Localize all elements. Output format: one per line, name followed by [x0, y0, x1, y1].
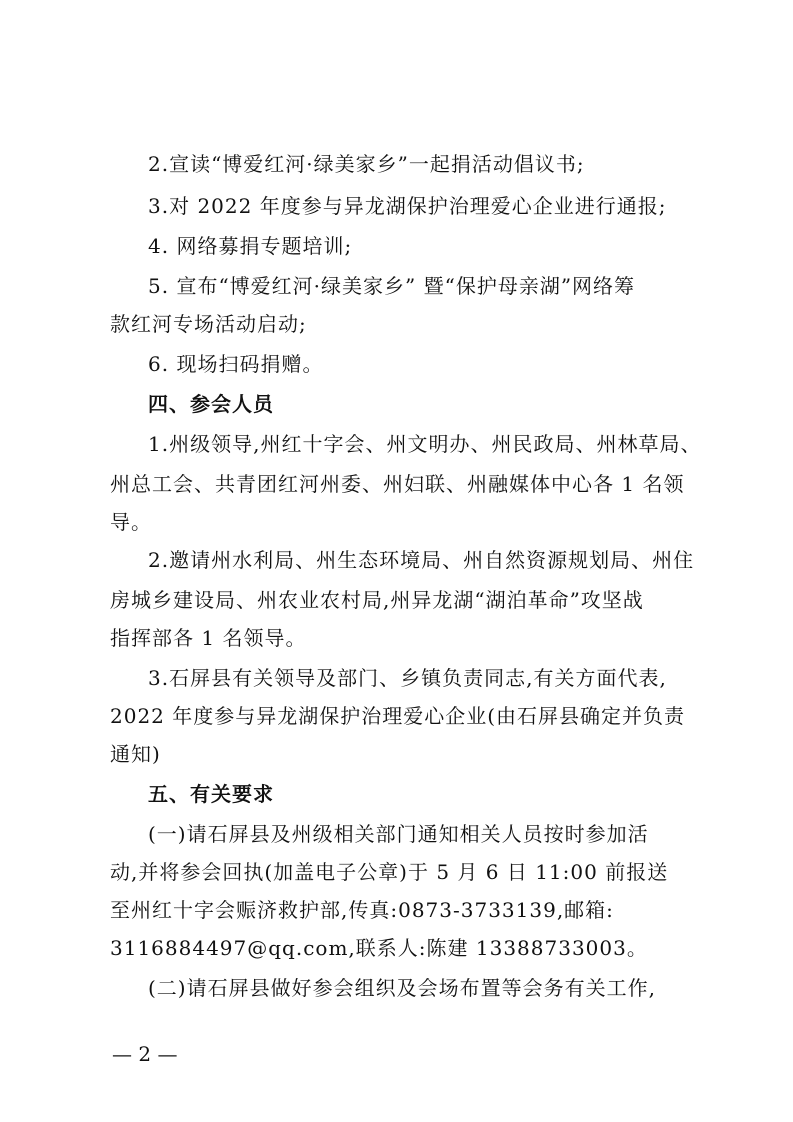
requirement-1-line4: 3116884497@qq.com,联系人:陈建 13388733003。: [110, 936, 648, 960]
attendee-1-line2: 州总工会、共青团红河州委、州妇联、州融媒体中心各 1 名领: [110, 472, 685, 496]
item-6-scan-donate: 6. 现场扫码捐赠。: [148, 352, 324, 376]
section-4-heading: 四、参会人员: [148, 392, 274, 416]
attendee-3-line1: 3.石屏县有关领导及部门、乡镇负责同志,有关方面代表,: [148, 666, 667, 690]
section-5-heading: 五、有关要求: [148, 782, 274, 806]
requirement-2-line1: (二)请石屏县做好参会组织及会场布置等会务有关工作,: [148, 976, 656, 1000]
attendee-1-line1: 1.州级领导,州红十字会、州文明办、州民政局、州林草局、: [148, 432, 702, 456]
requirement-1-line2: 动,并将参会回执(加盖电子公章)于 5 月 6 日 11:00 前报送: [110, 860, 669, 884]
page-number: — 2 —: [112, 1042, 178, 1066]
attendee-3-line2: 2022 年度参与异龙湖保护治理爱心企业(由石屏县确定并负责: [110, 704, 686, 728]
item-3-notify-enterprises: 3.对 2022 年度参与异龙湖保护治理爱心企业进行通报;: [148, 194, 667, 218]
item-5-launch-line2: 款红河专场活动启动;: [110, 312, 307, 336]
attendee-2-line3: 指挥部各 1 名领导。: [110, 626, 307, 650]
item-5-launch-line1: 5. 宣布“博爱红河·绿美家乡” 暨“保护母亲湖”网络筹: [148, 274, 636, 298]
item-4-training: 4. 网络募捐专题培训;: [148, 234, 353, 258]
attendee-1-line3: 导。: [110, 510, 152, 534]
attendee-3-line3: 通知): [110, 742, 161, 766]
requirement-1-line1: (一)请石屏县及州级相关部门通知相关人员按时参加活: [148, 822, 649, 846]
item-2-read-proposal: 2.宣读“博爱红河·绿美家乡”一起捐活动倡议书;: [148, 152, 585, 176]
attendee-2-line2: 房城乡建设局、州农业农村局,州异龙湖“湖泊革命”攻坚战: [110, 588, 644, 612]
requirement-1-line3: 至州红十字会赈济救护部,传真:0873-3733139,邮箱:: [110, 898, 614, 922]
attendee-2-line1: 2.邀请州水利局、州生态环境局、州自然资源规划局、州住: [148, 548, 695, 572]
